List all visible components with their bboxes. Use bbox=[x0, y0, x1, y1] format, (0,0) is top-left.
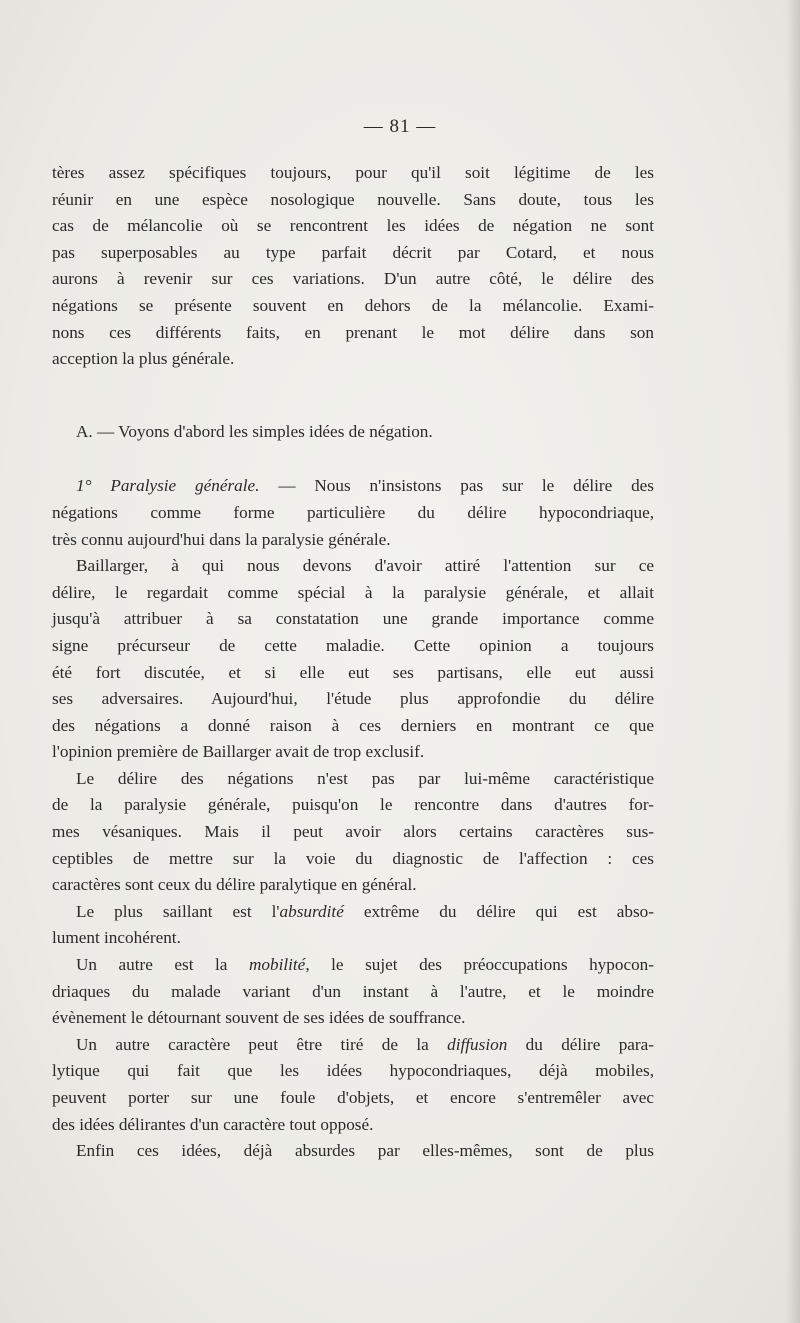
text-line: lument incohérent. bbox=[52, 928, 181, 948]
text-line: nons ces différents faits, en prenant le mot délire dans son bbox=[52, 322, 654, 342]
subsection-title: 1° Paralysie générale. bbox=[76, 476, 260, 496]
paragraph bbox=[52, 1138, 654, 1165]
text-line: Enfin ces idées, déjà absurdes par elles-mêmes, sont de plus bbox=[76, 1141, 654, 1161]
paragraph bbox=[52, 766, 654, 899]
text-line: très connu aujourd'hui dans la paralysie générale. bbox=[52, 529, 391, 549]
text-line: négations se présente souvent en dehors de la mélancolie. Exami- bbox=[52, 295, 654, 315]
text-line: des négations a donné raison à ces derniers en montrant ce que bbox=[52, 715, 654, 735]
text-line: ceptibles de mettre sur la voie du diagnostic de l'affection : ces bbox=[52, 848, 654, 868]
text-line: signe précurseur de cette maladie. Cette opinion a toujours bbox=[52, 635, 654, 655]
text-run: extrême du délire qui est abso- bbox=[343, 901, 654, 921]
text-line bbox=[52, 1032, 654, 1059]
text-line: de la paralysie générale, puisqu'on le rencontre dans d'autres for- bbox=[52, 795, 654, 815]
text-line: tères assez spécifiques toujours, pour qu'il soit légitime de les bbox=[52, 163, 654, 182]
text-line: délire, le regardait comme spécial à la paralysie générale, et allait bbox=[52, 582, 654, 602]
text-line: jusqu'à attribuer à sa constatation une grande importance comme bbox=[52, 609, 654, 629]
paragraph bbox=[52, 160, 654, 373]
text-line: des idées délirantes d'un caractère tout opposé. bbox=[52, 1114, 374, 1134]
italic-term: diffusion bbox=[447, 1034, 508, 1054]
text-line bbox=[52, 899, 654, 926]
text-run: Un autre caractère peut être tiré de la bbox=[76, 1034, 448, 1054]
text-line: caractères sont ceux du délire paralytique en général. bbox=[52, 875, 417, 895]
text-line: cas de mélancolie où se rencontrent les idées de négation ne sont bbox=[52, 216, 654, 236]
text-run: Un autre est la bbox=[76, 955, 249, 975]
text-run: , le sujet des préoccupations hypocon- bbox=[305, 955, 655, 975]
body-text bbox=[52, 160, 654, 1165]
section-heading bbox=[52, 419, 654, 446]
text-line: driaques du malade variant d'un instant à l'autre, et le moindre bbox=[52, 981, 654, 1001]
text-run: Le plus saillant est l' bbox=[76, 901, 280, 921]
text-line: réunir en une espèce nosologique nouvelle. Sans doute, tous les bbox=[52, 189, 654, 209]
text-run: — Nous n'insistons pas sur le délire des bbox=[259, 476, 654, 496]
paragraph bbox=[52, 473, 654, 553]
text-line: l'opinion première de Baillarger avait de trop exclusif. bbox=[52, 742, 425, 762]
text-line: aurons à revenir sur ces variations. D'un autre côté, le délire des bbox=[52, 269, 654, 289]
text-line: lytique qui fait que les idées hypocondriaques, déjà mobiles, bbox=[52, 1061, 654, 1081]
paragraph bbox=[52, 899, 654, 952]
text-line bbox=[52, 952, 654, 979]
text-line: ses adversaires. Aujourd'hui, l'étude plus approfondie du délire bbox=[52, 689, 654, 709]
paragraph bbox=[52, 1032, 654, 1138]
text-run: du délire para- bbox=[507, 1034, 654, 1054]
page-number: — 81 — bbox=[363, 116, 437, 137]
text-line: Baillarger, à qui nous devons d'avoir attiré l'attention sur ce bbox=[76, 556, 654, 576]
text-line: acception la plus générale. bbox=[52, 349, 235, 369]
italic-term: absurdité bbox=[279, 901, 344, 921]
page-edge-shadow bbox=[786, 0, 800, 1323]
text-line bbox=[52, 473, 654, 500]
text-line: mes vésaniques. Mais il peut avoir alors certains caractères sus- bbox=[52, 822, 654, 842]
text-line: négations comme forme particulière du délire hypocondriaque, bbox=[52, 502, 654, 522]
text-line: été fort discutée, et si elle eut ses partisans, elle eut aussi bbox=[52, 662, 654, 682]
text-line: A. — Voyons d'abord les simples idées de négation. bbox=[76, 421, 433, 441]
paragraph bbox=[52, 952, 654, 1032]
paragraph bbox=[52, 553, 654, 766]
italic-term: mobilité bbox=[248, 955, 306, 975]
text-line: Le délire des négations n'est pas par lui-même caractéristique bbox=[76, 768, 654, 788]
text-line: pas superposables au type parfait décrit par Cotard, et nous bbox=[52, 242, 654, 262]
text-line: peuvent porter sur une foule d'objets, et encore s'entremêler avec bbox=[52, 1088, 654, 1107]
text-line: évènement le détournant souvent de ses idées de souffrance. bbox=[52, 1008, 466, 1028]
